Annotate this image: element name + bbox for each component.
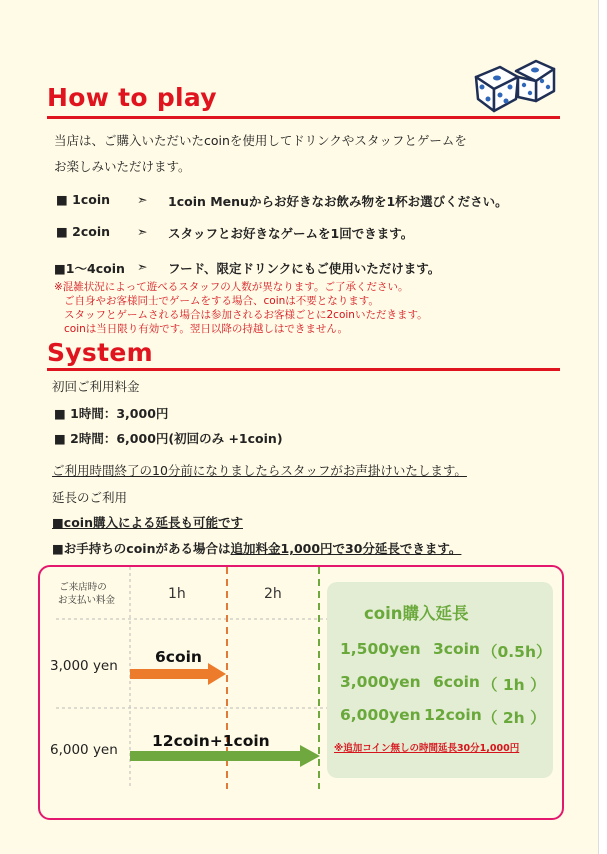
row1-arrow-icon [130,663,226,685]
row2-coins: 12coin+1coin [152,732,270,750]
ext-coin-purchase: ■coin購入による延長も可能です [52,515,243,530]
coin-ext-row2-price: 3,000yen [340,673,421,691]
rule-2-arrow-icon: ➣ [137,224,148,239]
row1-coins: 6coin [155,648,202,666]
coin-ext-row2-coin: 6coin [433,673,480,691]
fee-2h: ■ 2時間：6,000円(初回のみ +1coin) [54,431,283,446]
coin-ext-row1-price: 1,500yen [340,640,421,658]
col-header-2h: 2h [264,586,282,602]
system-rule [47,368,560,371]
coin-ext-row1-time: （0.5h） [482,643,552,661]
intro-line-2: お楽しみいただけます。 [54,159,191,174]
table-corner-label [58,581,116,607]
ext-held-coin-underlined: 追加料金1,000円で30分延長できます。 [230,541,462,556]
coin-ext-row1-coin: 3coin [433,640,480,658]
coin-ext-note: ※追加コイン無しの時間延長30分1,000円 [334,743,520,754]
coin-ext-row2-time: （ 1h ） [482,676,546,694]
coin-ext-title: coin購入延長 [364,604,469,623]
rule-2-text: スタッフとお好きなゲームを1回できます。 [168,226,414,241]
row1-price: 3,000 yen [50,658,118,674]
announce-text: ご利用時間終了の10分前になりましたらスタッフがお声掛けいたします。 [52,463,467,478]
ext-held-coin-prefix: ■お手持ちのcoinがある場合は [52,541,231,556]
note-1: ※混雑状況によって遊べるスタッフの人数が異なります。ご了承ください。 [54,281,409,293]
note-2: ご自身やお客様同士でゲームをする場合、coinは不要となります。 [64,295,379,307]
corner-line-1: ご来店時の [59,582,107,593]
howto-heading: How to play [47,83,217,112]
howto-rule [47,116,560,119]
intro-line-1: 当店は、ご購入いただいたcoinを使用してドリンクやスタッフとゲームを [54,133,467,148]
rule-1-label: ■ 1coin [56,192,111,207]
rule-2-label: ■ 2coin [56,224,111,239]
dice-icon [470,55,560,115]
rule-3-text: フード、限定ドリンクにもご使用いただけます。 [168,261,441,276]
row2-arrow-icon [130,745,320,767]
rule-3-label: ■1～4coin [54,261,125,276]
col-header-1h: 1h [168,586,186,602]
ext-label: 延長のご利用 [52,490,128,505]
rule-1-text: 1coin Menuからお好きなお飲み物を1杯お選びください。 [168,194,508,209]
first-fee-label: 初回ご利用料金 [52,379,140,394]
coin-ext-row3-coin: 12coin [424,706,482,724]
fee-1h: ■ 1時間：3,000円 [54,406,169,421]
note-4: coinは当日限り有効です。翌日以降の持越しはできません。 [64,323,349,335]
corner-line-2: お支払い料金 [58,595,116,606]
ext-held-coin [52,539,461,557]
coin-ext-row3-time: （ 2h ） [482,709,546,727]
note-3: スタッフとゲームされる場合は参加されるお客様ごとに2coinいただきます。 [64,309,428,321]
row2-price: 6,000 yen [50,742,118,758]
rule-1-arrow-icon: ➣ [137,192,148,207]
system-heading: System [47,338,153,367]
rule-3-arrow-icon: ➣ [137,259,148,274]
coin-ext-row3-price: 6,000yen [340,706,421,724]
